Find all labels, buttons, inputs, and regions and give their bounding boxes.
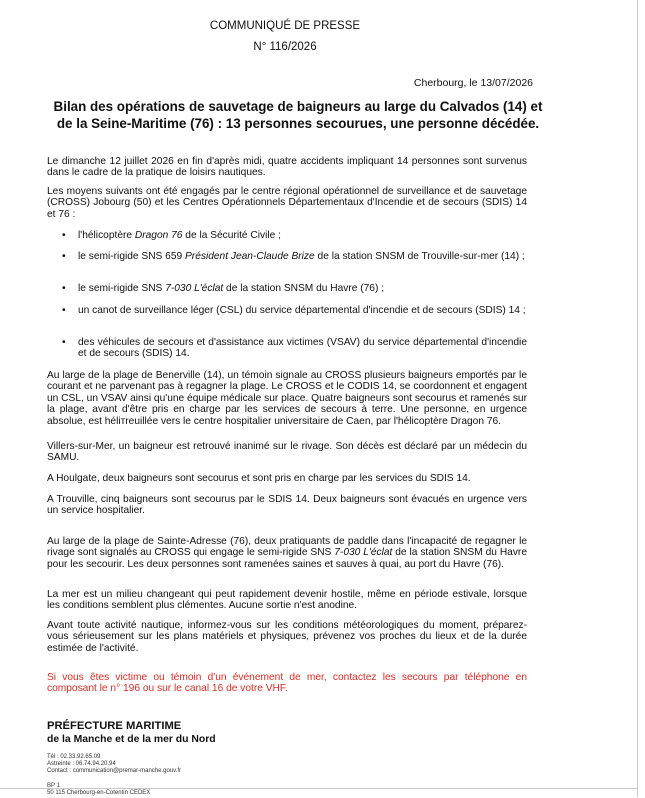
- bullet-marker: •: [62, 336, 66, 348]
- emergency-alert: Si vous êtes victime ou témoin d'un événement de mer, contactez les secours par téléphone en composant le n° 196 ou sur le canal 16 de votre VHF.: [47, 672, 527, 695]
- villers-paragraph: Villers-sur-Mer, un baigneur est retrouvé inanimé sur le rivage. Son décès est déclaré par un médecin du SAMU.: [47, 441, 527, 464]
- postal-address: 50 115 Cherbourg-en-Cotentin CEDEX: [47, 790, 151, 796]
- contact-email-link[interactable]: communication@premar-manche.gouv.fr: [72, 768, 182, 774]
- contact-phone: Tél : 02.33.92.65.09: [47, 754, 101, 760]
- intro-paragraph: Le dimanche 12 juillet 2026 en fin d'après midi, quatre accidents impliquant 14 personnes sont survenus dans le cadre de la pratique de loisirs nautiques.: [47, 156, 527, 179]
- houlgate-paragraph: A Houlgate, deux baigneurs sont secourus et sont pris en charge par les services du SDIS 14.: [47, 473, 471, 484]
- benerville-paragraph: Au large de la plage de Benerville (14), un témoin signale au CROSS plusieurs baigneurs emportés par le courant et ne parvenant pas à regagner la plage. Le CROSS et le CODIS 14, se coordonnent et engagent un CSL, un VSAV ainsi qu'une équipe médicale sur place. Quatre baigneurs sont secourus et ramenés sur la plage, avant d'être pris en charge par les services de secours à terre. Une personne, en urgence absolue, est héliтreuillée vers le centre hospitalier universitaire de Caen, par l'hélicoptère Dragon 76.: [47, 370, 527, 427]
- bullet-item: le semi-rigide SNS 7-030 L'éclat de la station SNSM du Havre (76) ;: [78, 283, 385, 294]
- page-border-right: [637, 0, 638, 797]
- bullet-marker: •: [62, 304, 66, 316]
- bullet-marker: •: [62, 229, 66, 241]
- organization-name: PRÉFECTURE MARITIME: [47, 720, 182, 732]
- title-line: de la Seine-Maritime (76) : 13 personnes secourues, une personne décédée.: [56, 116, 540, 131]
- contact-astreinte: Astreinte : 06.74.94.20.94: [47, 761, 116, 767]
- bullet-marker: •: [62, 250, 66, 262]
- warning-paragraph: La mer est un milieu changeant qui peut rapidement devenir hostile, même en période estivale, lorsque les conditions semblent plus clémentes. Aucune sortie n'est anodine.: [47, 589, 527, 612]
- means-intro-paragraph: Les moyens suivants ont été engagés par le centre régional opérationnel de surveillance et de sauvetage (CROSS) Jobourg (50) et les Centres Opérationnels Départementaux d'Incendie et de secours (SDIS) 14 et 76 :: [47, 186, 527, 220]
- bullet-marker: •: [62, 282, 66, 294]
- advice-paragraph: Avant toute activité nautique, informez-vous sur les conditions météorologiques du moment, préparez-vous sérieusement sur les plans matériels et physiques, prévenez vos proches du lieux et de la durée estimée de l'activité.: [47, 620, 527, 654]
- press-release-number: N° 116/2026: [253, 41, 317, 53]
- release-title: [48, 98, 548, 132]
- organization-subtitle: de la Manche et de la mer du Nord: [47, 734, 216, 745]
- trouville-paragraph: A Trouville, cinq baigneurs sont secourus par le SDIS 14. Deux baigneurs sont évacués en urgence vers un service hospitalier.: [47, 494, 527, 517]
- date-line: Cherbourg, le 13/07/2026: [413, 77, 533, 89]
- title-line: Bilan des opérations de sauvetage de baigneurs au large du Calvados (14) et: [53, 99, 543, 114]
- sainte-adresse-paragraph: Au large de la plage de Sainte-Adresse (76), deux pratiquants de paddle dans l'incapacité de regagner le rivage sont signalés au CROSS qui engage le semi-rigide SNS 7-030 L'éclat de la station SNSM du Havre pour les secourir. Les deux personnes sont ramenées saines et sauves à quai, au port du Havre (76).: [47, 536, 527, 570]
- page-border-bottom: [0, 788, 638, 789]
- bullet-item: l'hélicoptère Dragon 76 de la Sécurité Civile ;: [78, 230, 281, 241]
- postal-box: BP 1: [47, 783, 60, 789]
- contact-email: Contact : communication@premar-manche.gouv.fr: [47, 768, 182, 774]
- document-type-heading: COMMUNIQUÉ DE PRESSE: [209, 20, 361, 32]
- bullet-item: le semi-rigide SNS 659 Président Jean-Claude Brize de la station SNSM de Trouville-sur-mer (14) ;: [78, 251, 525, 262]
- bullet-item: des véhicules de secours et d'assistance aux victimes (VSAV) du service départemental d'incendie et de secours (SDIS) 14.: [78, 337, 527, 360]
- bullet-item: un canot de surveillance léger (CSL) du service départemental d'incendie et de secours (SDIS) 14 ;: [78, 305, 526, 316]
